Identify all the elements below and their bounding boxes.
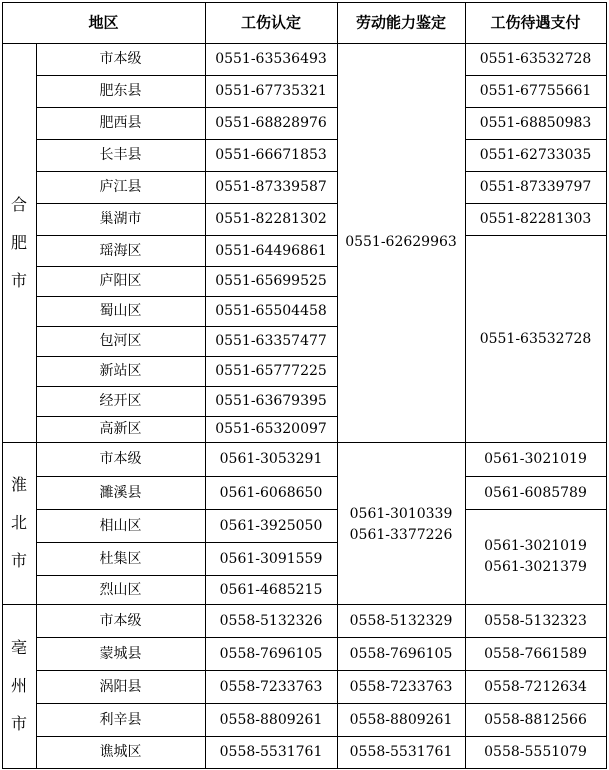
grid-line	[465, 509, 607, 510]
appraisal-phone: 0561-3010339	[349, 505, 453, 522]
grid-line	[36, 203, 338, 204]
grid-line	[36, 43, 37, 769]
district-name: 相山区	[99, 517, 142, 534]
grid-line	[337, 703, 466, 704]
grid-line	[465, 235, 607, 236]
payment-phone: 0551-63532728	[479, 330, 592, 347]
grid-line	[36, 416, 338, 417]
header-region: 地区	[88, 13, 119, 31]
appraisal-phone: 0561-3377226	[349, 526, 453, 543]
recognition-phone: 0551-63357477	[215, 333, 327, 349]
payment-phone: 0561-3021379	[484, 559, 587, 575]
grid-line	[36, 296, 338, 297]
district-name: 市本级	[99, 451, 142, 467]
recognition-phone: 0558-5531761	[219, 744, 323, 760]
city-name-char: 肥	[10, 232, 28, 252]
district-name: 瑶海区	[99, 242, 142, 259]
grid-line	[36, 139, 338, 140]
district-name: 经开区	[99, 393, 142, 409]
city-name-char: 市	[10, 714, 28, 733]
grid-line	[36, 736, 338, 737]
grid-line	[465, 637, 607, 638]
district-name: 包河区	[99, 333, 142, 349]
grid-line	[36, 235, 338, 236]
recognition-phone: 0561-6068650	[219, 484, 323, 501]
grid-line	[465, 139, 607, 140]
header-appraisal: 劳动能力鉴定	[355, 13, 447, 31]
grid-line	[337, 637, 466, 638]
recognition-phone: 0551-64496861	[215, 242, 327, 259]
grid-line	[465, 171, 607, 172]
grid-line	[2, 768, 607, 769]
city-name-char: 市	[10, 270, 28, 290]
payment-phone: 0561-3021019	[484, 451, 587, 467]
grid-line	[606, 2, 607, 769]
grid-line	[465, 203, 607, 204]
grid-line	[2, 2, 607, 3]
payment-phone: 0558-7212634	[484, 678, 587, 695]
grid-line	[36, 75, 338, 76]
grid-line	[36, 386, 338, 387]
district-name: 市本级	[99, 612, 142, 629]
recognition-phone: 0551-82281302	[215, 211, 327, 227]
recognition-phone: 0558-8809261	[219, 711, 323, 728]
grid-line	[465, 736, 607, 737]
grid-line	[337, 670, 466, 671]
appraisal-phone: 0558-5531761	[349, 744, 453, 760]
district-name: 涡阳县	[99, 678, 142, 695]
district-name: 庐阳区	[99, 273, 142, 289]
grid-line	[36, 670, 338, 671]
city-name-char: 淮	[10, 475, 28, 494]
payment-phone: 0558-8812566	[484, 711, 587, 728]
recognition-phone: 0551-65504458	[215, 303, 327, 319]
district-name: 长丰县	[99, 147, 142, 163]
district-name: 蒙城县	[99, 645, 142, 662]
recognition-phone: 0558-5132326	[219, 612, 323, 629]
district-name: 肥西县	[99, 115, 142, 131]
recognition-phone: 0551-67735321	[215, 83, 327, 99]
grid-line	[465, 75, 607, 76]
payment-phone: 0551-82281303	[479, 211, 592, 227]
appraisal-phone: 0558-7233763	[349, 678, 453, 695]
payment-phone: 0561-3021019	[484, 538, 587, 554]
header-recognition: 工伤认定	[240, 13, 302, 31]
appraisal-phone: 0551-62629963	[345, 233, 457, 250]
grid-line	[2, 43, 607, 44]
grid-line	[2, 604, 607, 605]
appraisal-phone: 0558-8809261	[349, 711, 453, 728]
grid-line	[36, 356, 338, 357]
recognition-phone: 0551-63536493	[215, 51, 327, 67]
payment-phone: 0558-5132323	[484, 612, 587, 629]
district-name: 巢湖市	[99, 211, 142, 227]
district-name: 新站区	[99, 363, 142, 379]
district-name: 市本级	[99, 51, 142, 67]
district-name: 烈山区	[99, 581, 142, 598]
recognition-phone: 0561-3925050	[219, 517, 323, 534]
city-name-char: 合	[10, 194, 28, 214]
header-payment: 工伤待遇支付	[490, 13, 581, 31]
district-name: 蜀山区	[99, 303, 142, 319]
grid-line	[36, 326, 338, 327]
grid-line	[465, 703, 607, 704]
grid-line	[36, 107, 338, 108]
payment-phone: 0551-63532728	[479, 51, 592, 67]
city-name-char: 亳	[10, 638, 28, 657]
recognition-phone: 0561-3053291	[219, 451, 323, 467]
grid-line	[465, 2, 466, 769]
recognition-phone: 0558-7233763	[219, 678, 323, 695]
grid-line	[465, 476, 607, 477]
recognition-phone: 0561-3091559	[219, 550, 323, 567]
grid-line	[2, 442, 607, 443]
recognition-phone: 0561-4685215	[219, 581, 323, 598]
grid-line	[36, 542, 338, 543]
district-name: 杜集区	[99, 550, 142, 567]
recognition-phone: 0551-66671853	[215, 147, 327, 163]
recognition-phone: 0551-65699525	[215, 273, 327, 289]
recognition-phone: 0551-68828976	[215, 115, 327, 131]
recognition-phone: 0551-63679395	[215, 393, 327, 409]
district-name: 濉溪县	[99, 484, 142, 501]
grid-line	[337, 736, 466, 737]
recognition-phone: 0551-65777225	[215, 363, 327, 379]
city-name-char: 州	[10, 676, 28, 695]
grid-line	[2, 2, 3, 769]
grid-line	[465, 670, 607, 671]
payment-phone: 0558-7661589	[484, 645, 587, 662]
grid-line	[36, 575, 338, 576]
payment-phone: 0551-62733035	[479, 147, 592, 163]
recognition-phone: 0558-7696105	[219, 645, 323, 662]
grid-line	[36, 476, 338, 477]
payment-phone: 0551-67755661	[479, 83, 592, 99]
recognition-phone: 0551-65320097	[215, 421, 327, 437]
city-name-char: 北	[10, 513, 28, 532]
appraisal-phone: 0558-5132329	[349, 612, 453, 629]
payment-phone: 0551-87339797	[479, 179, 592, 195]
payment-phone: 0551-68850983	[479, 115, 592, 131]
district-name: 谯城区	[99, 744, 142, 760]
appraisal-phone: 0558-7696105	[349, 645, 453, 662]
grid-line	[36, 509, 338, 510]
district-name: 庐江县	[99, 179, 142, 195]
payment-phone: 0558-5551079	[484, 744, 587, 760]
grid-line	[36, 703, 338, 704]
grid-line	[36, 171, 338, 172]
district-name: 利辛县	[99, 711, 142, 728]
grid-line	[36, 266, 338, 267]
city-name-char: 市	[10, 551, 28, 570]
grid-line	[465, 107, 607, 108]
district-name: 高新区	[99, 421, 142, 437]
recognition-phone: 0551-87339587	[215, 179, 327, 195]
payment-phone: 0561-6085789	[484, 484, 587, 501]
district-name: 肥东县	[99, 83, 142, 99]
grid-line	[36, 637, 338, 638]
